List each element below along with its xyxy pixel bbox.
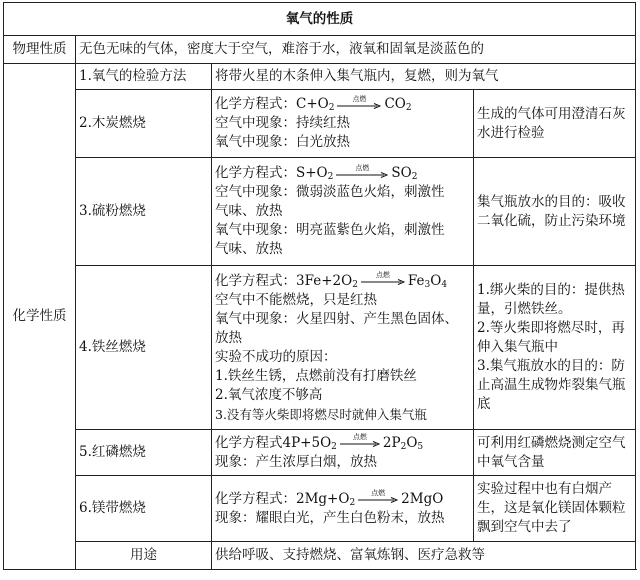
sulfur-equation xyxy=(215,164,470,183)
iron-notes xyxy=(474,266,636,430)
subscript: 4 xyxy=(441,279,448,290)
magnesium-detail xyxy=(212,476,474,542)
equation-prefix: 化学方程式： xyxy=(215,96,296,112)
phosphorus-detail xyxy=(212,430,474,476)
usage-row xyxy=(4,542,636,570)
table-title: 氧气的性质 xyxy=(4,3,636,36)
iron-detail xyxy=(212,266,474,430)
carbon-oxygen-phenomenon: 氧气中现象：白光放热 xyxy=(215,134,350,150)
iron-air-phenomenon: 空气中不能燃烧，只是红热 xyxy=(215,291,377,308)
magnesium-equation xyxy=(215,490,470,509)
equation-product: CO xyxy=(384,96,406,112)
iron-row xyxy=(4,266,636,430)
equation-reactants: S+O xyxy=(296,165,328,181)
magnesium-name: 6.镁带燃烧 xyxy=(76,476,212,542)
physical-label: 物理性质 xyxy=(4,36,76,64)
reaction-arrow-icon xyxy=(340,433,380,447)
detect-row xyxy=(4,64,636,90)
carbon-equation xyxy=(215,95,470,114)
carbon-note: 生成的气体可用澄清石灰水进行检验 xyxy=(474,90,636,158)
carbon-name: 2.木炭燃烧 xyxy=(76,90,212,158)
equation-product: SO xyxy=(391,165,412,181)
reaction-condition: 点燃 xyxy=(355,163,370,172)
reaction-condition: 点燃 xyxy=(352,433,367,441)
phosphorus-name: 5.红磷燃烧 xyxy=(76,430,212,476)
detect-text: 将带火星的木条伸入集气瓶内，复燃，则为氧气 xyxy=(212,64,636,90)
equation-reactants: C+O xyxy=(296,96,329,112)
subscript: 2 xyxy=(327,172,334,182)
equation-product: Fe xyxy=(407,272,425,289)
equation-prefix: 化学方程式： xyxy=(215,165,296,181)
carbon-detail xyxy=(212,90,474,158)
iron-oxygen-phenomenon-2: 放热 xyxy=(215,329,242,346)
reaction-arrow-icon xyxy=(361,271,405,285)
oxygen-properties-table xyxy=(3,2,636,570)
sulfur-oxygen-phenomenon-2: 气味、放热 xyxy=(215,241,283,257)
magnesium-phenomenon: 现象：耀眼白光，产生白色粉末，放热 xyxy=(215,509,445,526)
physical-text: 无色无味的气体，密度大于空气，难溶于水，液氧和固氧是淡蓝色的 xyxy=(76,36,636,64)
phosphorus-equation xyxy=(215,434,470,453)
carbon-row xyxy=(4,90,636,158)
subscript: 2 xyxy=(331,441,337,452)
phosphorus-phenomenon: 现象：产生浓厚白烟，放热 xyxy=(215,453,377,470)
magnesium-note: 实验过程中也有白烟产生，这是氧化镁固体颗粒飘到空气中去了 xyxy=(474,476,636,542)
equation-product-part: O xyxy=(430,272,442,289)
equation-reactants: 2Mg+O xyxy=(296,490,350,507)
equation-prefix: 化学方程式4P+5O xyxy=(215,434,332,451)
iron-note-3: 3.集气瓶放水的目的：防止高温生成物炸裂集气瓶底 xyxy=(477,358,626,412)
subscript: 5 xyxy=(417,441,424,452)
reaction-condition: 点燃 xyxy=(375,271,390,279)
iron-oxygen-phenomenon-1: 氧气中现象：火星四射、产生黑色固体、 xyxy=(215,310,458,327)
subscript: 2 xyxy=(352,279,358,290)
iron-note-1: 1.绑火柴的目的：提供热量，引燃铁丝。 xyxy=(477,282,625,317)
subscript: 2 xyxy=(405,103,412,113)
subscript: 3 xyxy=(424,279,431,290)
subscript: 2 xyxy=(400,441,407,452)
equation-product: 2P xyxy=(382,434,401,451)
sulfur-air-phenomenon-2: 气味、放热 xyxy=(215,203,283,219)
equation-product-part: O xyxy=(406,434,418,451)
iron-name: 4.铁丝燃烧 xyxy=(76,266,212,430)
iron-fail-reason-1: 1.铁丝生锈，点燃前没有打磨铁丝 xyxy=(215,367,417,384)
reaction-arrow-icon xyxy=(358,489,398,503)
equation-prefix: 化学方程式： xyxy=(215,272,296,289)
sulfur-name: 3.硫粉燃烧 xyxy=(76,158,212,266)
sulfur-detail xyxy=(212,158,474,266)
physical-row xyxy=(4,36,636,64)
iron-fail-reason-2: 2.氧气浓度不够高 xyxy=(215,386,323,403)
iron-equation xyxy=(215,272,470,291)
sulfur-row xyxy=(4,158,636,266)
usage-label: 用途 xyxy=(76,542,212,570)
carbon-air-phenomenon: 空气中现象：持续红热 xyxy=(215,115,350,131)
magnesium-row xyxy=(4,476,636,542)
equation-reactants: 3Fe+2O xyxy=(296,272,353,289)
reaction-arrow-icon xyxy=(337,95,381,109)
iron-note-2: 2.等火柴即将燃尽时，再伸入集气瓶中 xyxy=(477,320,625,355)
sulfur-note: 集气瓶放水的目的：吸收二氧化硫，防止污染环境 xyxy=(474,158,636,266)
phosphorus-row xyxy=(4,430,636,476)
sulfur-oxygen-phenomenon-1: 氧气中现象：明亮蓝紫色火焰，刺激性 xyxy=(215,222,445,238)
usage-text: 供给呼吸、支持燃烧、富氧炼钢、医疗急救等 xyxy=(212,542,636,570)
iron-fail-reason-3: 3.没有等火柴即将燃尽时就伸入集气瓶 xyxy=(215,406,427,422)
subscript: 2 xyxy=(349,497,356,508)
subscript: 2 xyxy=(328,103,335,113)
sulfur-air-phenomenon-1: 空气中现象：微弱淡蓝色火焰，刺激性 xyxy=(215,184,445,200)
iron-fail-title: 实验不成功的原因： xyxy=(215,348,337,365)
chemical-label: 化学性质 xyxy=(4,64,76,570)
phosphorus-note: 可利用红磷燃烧测定空气中氧气含量 xyxy=(474,430,636,476)
subscript: 2 xyxy=(411,172,418,182)
reaction-arrow-icon xyxy=(336,164,388,178)
reaction-condition: 点燃 xyxy=(352,94,367,103)
detect-name: 1.氧气的检验方法 xyxy=(76,64,212,90)
equation-product: 2MgO xyxy=(401,490,444,507)
title-row xyxy=(4,3,636,36)
equation-prefix: 化学方程式： xyxy=(215,490,296,507)
reaction-condition: 点燃 xyxy=(371,489,386,497)
